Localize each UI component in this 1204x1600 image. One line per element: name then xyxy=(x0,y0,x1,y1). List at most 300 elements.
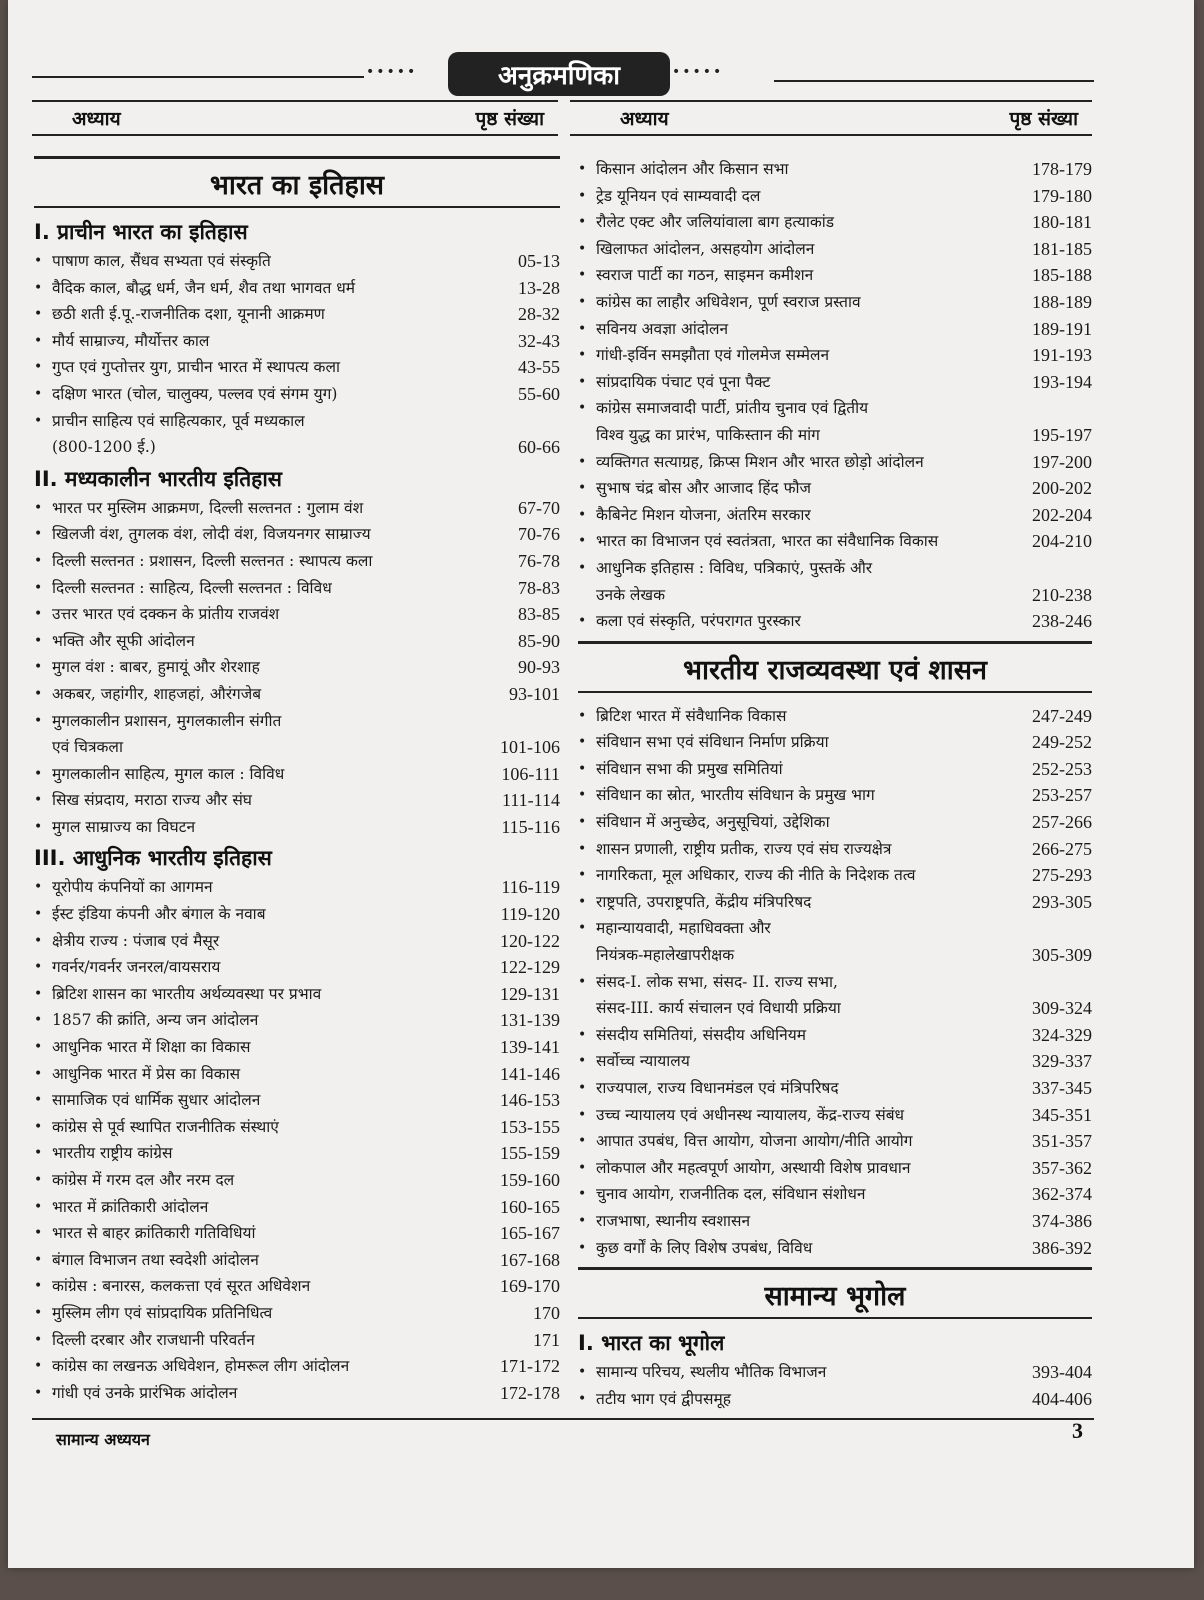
toc-entry-title: सर्वोच्च न्यायालय xyxy=(596,1052,690,1071)
page-number-label: पृष्ठ संख्या xyxy=(475,108,544,130)
toc-entry-pages: 101-106 xyxy=(500,737,560,758)
toc-entry-title: सामान्य परिचय, स्थलीय भौतिक विभाजन xyxy=(596,1363,827,1382)
bullet-icon: • xyxy=(34,1384,43,1401)
toc-entry xyxy=(578,1155,1092,1182)
toc-entry-pages: 202-204 xyxy=(1032,504,1092,525)
toc-entry-title: मौर्य साम्राज्य, मौर्योत्तर काल xyxy=(52,331,210,350)
toc-entry-title: कांग्रेस : बनारस, कलकत्ता एवं सूरत अधिवेशन xyxy=(52,1277,311,1296)
toc-entry-title: दक्षिण भारत (चोल, चालुक्य, पल्लव एवं संगम युग) xyxy=(52,384,338,403)
toc-entry-pages: 115-116 xyxy=(501,816,560,837)
toc-entry-pages: 179-180 xyxy=(1032,185,1092,206)
header-rule-right xyxy=(774,80,1094,82)
list-ancient xyxy=(34,248,560,461)
section-title-geography: सामान्य भूगोल xyxy=(578,1267,1092,1319)
toc-entry-title: स्वराज पार्टी का गठन, साइमन कमीशन xyxy=(596,266,814,285)
toc-entry-pages: 309-324 xyxy=(1032,998,1092,1019)
bullet-icon: • xyxy=(578,1239,587,1256)
toc-entry-pages: 357-362 xyxy=(1032,1157,1092,1178)
list-polity xyxy=(578,703,1092,1261)
toc-entry-title: कुछ वर्गों के लिए विशेष उपबंध, विविध xyxy=(596,1238,813,1257)
toc-entry-pages: 178-179 xyxy=(1032,159,1092,179)
toc-entry-pages xyxy=(496,708,560,735)
toc-entry-title: एवं चित्रकला xyxy=(52,738,123,757)
toc-entry-title: संसद-I. लोक सभा, संसद- II. राज्य सभा, xyxy=(596,972,838,991)
toc-entry xyxy=(34,408,560,435)
left-column xyxy=(34,150,560,1406)
bullet-icon: • xyxy=(34,985,43,1002)
toc-entry-title: भारत का विभाजन एवं स्वतंत्रता, भारत का संवैधानिक विकास xyxy=(596,532,939,551)
bullet-icon: • xyxy=(34,253,43,269)
toc-entry-title: (800-1200 ई.) xyxy=(52,438,156,457)
toc-entry xyxy=(578,449,1092,476)
toc-entry xyxy=(578,1075,1092,1102)
toc-entry xyxy=(578,262,1092,289)
toc-entry xyxy=(34,328,560,355)
subsection-medieval: II. मध्यकालीन भारतीय इतिहास xyxy=(34,466,282,491)
toc-entry-pages: 171 xyxy=(533,1329,560,1350)
toc-entry xyxy=(34,495,560,522)
toc-entry-title: भारत में क्रांतिकारी आंदोलन xyxy=(52,1197,209,1216)
toc-entry-pages: 159-160 xyxy=(500,1170,560,1190)
bullet-icon: • xyxy=(578,320,587,337)
toc-entry xyxy=(578,236,1092,263)
bullet-icon: • xyxy=(578,533,587,550)
section-title-history: भारत का इतिहास xyxy=(34,156,560,208)
bullet-icon: • xyxy=(34,1065,43,1082)
bullet-icon: • xyxy=(34,606,43,623)
toc-entry-pages: 70-76 xyxy=(518,524,560,545)
bullet-icon: • xyxy=(34,579,43,596)
toc-entry-pages xyxy=(1028,395,1092,422)
toc-entry xyxy=(34,548,560,575)
bullet-icon: • xyxy=(34,1092,43,1109)
toc-entry xyxy=(578,1208,1092,1235)
bullet-icon: • xyxy=(578,373,587,390)
toc-entry-title: मुगलकालीन प्रशासन, मुगलकालीन संगीत xyxy=(52,711,282,730)
bullet-icon: • xyxy=(578,559,587,576)
toc-entry-title: यूरोपीय कंपनियों का आगमन xyxy=(52,878,213,897)
toc-entry-pages: 193-194 xyxy=(1032,371,1092,392)
toc-entry xyxy=(578,342,1092,369)
bullet-icon: • xyxy=(34,359,43,376)
toc-entry-title: सामाजिक एवं धार्मिक सुधार आंदोलन xyxy=(52,1091,261,1110)
toc-entry-pages xyxy=(1028,555,1092,582)
toc-entry-pages: 139-141 xyxy=(500,1037,560,1058)
toc-entry xyxy=(578,156,1092,183)
toc-entry xyxy=(34,601,560,628)
toc-entry xyxy=(578,703,1092,730)
toc-entry-pages: 204-210 xyxy=(1032,531,1092,552)
toc-entry-title: तटीय भाग एवं द्वीपसमूह xyxy=(596,1389,731,1408)
toc-entry-title: भारतीय राष्ट्रीय कांग्रेस xyxy=(52,1144,173,1163)
toc-entry-pages: 67-70 xyxy=(518,497,560,518)
toc-entry-title: खिलजी वंश, तुगलक वंश, लोदी वंश, विजयनगर साम्राज्य xyxy=(52,525,371,544)
toc-entry xyxy=(578,1181,1092,1208)
toc-entry-pages: 253-257 xyxy=(1032,785,1092,806)
bullet-icon: • xyxy=(34,306,43,323)
toc-entry xyxy=(578,316,1092,343)
toc-entry xyxy=(34,814,560,841)
toc-entry-title: नियंत्रक-महालेखापरीक्षक xyxy=(596,946,735,965)
toc-entry-pages: 153-155 xyxy=(500,1116,560,1137)
toc-entry xyxy=(578,1359,1092,1386)
toc-entry-pages: 78-83 xyxy=(518,577,560,598)
toc-entry xyxy=(34,1220,560,1247)
toc-entry-title: रौलेट एक्ट और जलियांवाला बाग हत्याकांड xyxy=(596,213,835,232)
bullet-icon: • xyxy=(34,792,43,809)
bullet-icon: • xyxy=(34,385,43,402)
toc-entry xyxy=(578,969,1092,996)
toc-entry-title: व्यक्तिगत सत्याग्रह, क्रिप्स मिशन और भारत छोड़ो आंदोलन xyxy=(596,452,924,471)
toc-entry-pages xyxy=(1028,915,1092,942)
bullet-icon: • xyxy=(578,920,587,937)
bullet-icon: • xyxy=(34,906,43,923)
list-modern-continued xyxy=(578,156,1092,635)
subsection-modern: III. आधुनिक भारतीय इतिहास xyxy=(34,846,272,871)
toc-entry xyxy=(578,809,1092,836)
bullet-icon: • xyxy=(578,480,587,497)
bullet-icon: • xyxy=(578,293,587,310)
toc-entry-title: मुगल साम्राज्य का विघटन xyxy=(52,817,196,836)
toc-entry-title: आपात उपबंध, वित्त आयोग, योजना आयोग/नीति आयोग xyxy=(596,1132,913,1151)
header-dots-left: ••••• xyxy=(366,64,418,80)
toc-entry-pages: 116-119 xyxy=(501,877,560,898)
toc-entry-pages: 180-181 xyxy=(1032,212,1092,233)
toc-entry xyxy=(578,756,1092,783)
toc-entry-pages: 165-167 xyxy=(500,1223,560,1244)
toc-entry-title: राज्यपाल, राज्य विधानमंडल एवं मंत्रिपरिषद xyxy=(596,1079,839,1097)
toc-entry xyxy=(34,1380,560,1407)
toc-entry-title: खिलाफत आंदोलन, असहयोग आंदोलन xyxy=(596,239,815,258)
footer-rule xyxy=(32,1418,1094,1420)
bullet-icon: • xyxy=(578,267,587,284)
toc-entry-pages: 374-386 xyxy=(1032,1210,1092,1231)
bullet-icon: • xyxy=(578,1026,587,1043)
toc-entry-pages xyxy=(496,408,560,435)
toc-entry xyxy=(34,1194,560,1221)
toc-entry-title: राष्ट्रपति, उपराष्ट्रपति, केंद्रीय मंत्रिपरिषद xyxy=(596,892,812,911)
toc-entry-pages: 76-78 xyxy=(518,550,560,571)
list-medieval xyxy=(34,495,560,841)
toc-entry-pages: 93-101 xyxy=(509,683,560,704)
toc-entry-pages: 119-120 xyxy=(500,904,560,925)
bullet-icon: • xyxy=(578,1080,587,1096)
toc-entry-pages: 167-168 xyxy=(500,1249,560,1270)
toc-entry-title: सिख संप्रदाय, मराठा राज्य और संघ xyxy=(52,791,252,810)
toc-entry-pages: 160-165 xyxy=(500,1196,560,1217)
toc-entry xyxy=(34,1007,560,1034)
book-name: सामान्य अध्ययन xyxy=(56,1430,150,1449)
bullet-icon: • xyxy=(578,1364,587,1381)
toc-entry-pages: 324-329 xyxy=(1032,1024,1092,1045)
toc-entry-title: गवर्नर/गवर्नर जनरल/वायसराय xyxy=(52,958,221,977)
toc-entry-title: चुनाव आयोग, राजनीतिक दल, संविधान संशोधन xyxy=(596,1185,866,1204)
toc-entry-pages: 131-139 xyxy=(500,1010,560,1031)
bullet-icon: • xyxy=(34,1358,43,1375)
toc-entry-title: सुभाष चंद्र बोस और आजाद हिंद फौज xyxy=(596,479,812,498)
right-column xyxy=(578,156,1092,1412)
toc-entry-pages: 55-60 xyxy=(518,383,560,404)
toc-entry-pages: 197-200 xyxy=(1032,451,1092,472)
toc-entry xyxy=(578,1386,1092,1413)
bullet-icon: • xyxy=(34,685,43,702)
toc-entry-title: कांग्रेस समाजवादी पार्टी, प्रांतीय चुनाव एवं द्वितीय xyxy=(596,399,869,418)
toc-entry-pages: 181-185 xyxy=(1032,238,1092,259)
bullet-icon: • xyxy=(34,526,43,543)
toc-entry-title: संविधान सभा की प्रमुख समितियां xyxy=(596,759,783,778)
header-rule-left xyxy=(32,76,364,78)
bullet-icon: • xyxy=(34,332,43,349)
toc-entry xyxy=(578,942,1092,969)
toc-entry-title: संविधान में अनुच्छेद, अनुसूचियां, उद्देशिका xyxy=(596,813,830,832)
toc-entry-pages: 171-172 xyxy=(500,1356,560,1377)
bullet-icon: • xyxy=(578,214,587,231)
toc-entry xyxy=(34,1114,560,1141)
toc-entry-title: कला एवं संस्कृति, परंपरागत पुरस्कार xyxy=(596,612,801,631)
bullet-icon: • xyxy=(34,1172,43,1188)
bullet-icon: • xyxy=(34,1304,43,1321)
toc-entry-pages: 43-55 xyxy=(518,357,560,378)
bullet-icon: • xyxy=(578,1106,587,1123)
toc-entry-title: आधुनिक भारत में प्रेस का विकास xyxy=(52,1064,241,1083)
toc-entry-pages: 345-351 xyxy=(1032,1104,1092,1125)
toc-entry-title: सांप्रदायिक पंचाट एवं पूना पैक्ट xyxy=(596,372,771,391)
toc-entry xyxy=(34,708,560,735)
toc-entry xyxy=(578,1102,1092,1129)
bullet-icon: • xyxy=(34,412,43,429)
toc-entry xyxy=(34,301,560,328)
toc-entry-pages: 188-189 xyxy=(1032,291,1092,312)
toc-entry xyxy=(578,209,1092,236)
toc-entry xyxy=(578,1022,1092,1049)
toc-entry-pages: 238-246 xyxy=(1032,611,1092,632)
toc-entry-title: क्षेत्रीय राज्य : पंजाब एवं मैसूर xyxy=(52,931,220,950)
bullet-icon: • xyxy=(34,1225,43,1242)
bullet-icon: • xyxy=(34,959,43,976)
toc-entry xyxy=(34,681,560,708)
toc-entry-title: 1857 की क्रांति, अन्य जन आंदोलन xyxy=(52,1011,259,1030)
bullet-icon: • xyxy=(34,279,43,296)
toc-entry xyxy=(34,981,560,1008)
column-header-left xyxy=(32,100,558,136)
toc-entry-title: आधुनिक इतिहास : विविध, पत्रिकाएं, पुस्तकें और xyxy=(596,558,873,577)
toc-entry-pages: 247-249 xyxy=(1032,705,1092,726)
toc-entry xyxy=(34,901,560,928)
toc-entry xyxy=(34,954,560,981)
list-geography xyxy=(578,1359,1092,1412)
page-header xyxy=(32,48,1094,96)
bullet-icon: • xyxy=(34,632,43,649)
toc-entry-pages: 146-153 xyxy=(500,1090,560,1111)
toc-entry-title: उनके लेखक xyxy=(596,585,666,604)
bullet-icon: • xyxy=(578,347,587,364)
toc-entry-pages: 28-32 xyxy=(518,304,560,325)
bullet-icon: • xyxy=(578,840,587,857)
toc-entry xyxy=(578,395,1092,422)
toc-entry xyxy=(34,354,560,381)
header-dots-right: ••••• xyxy=(672,64,724,80)
bullet-icon: • xyxy=(578,787,587,804)
toc-entry-title: संविधान का स्रोत, भारतीय संविधान के प्रमुख भाग xyxy=(596,786,875,805)
toc-entry-title: छठी शती ई.पू.-राजनीतिक दशा, यूनानी आक्रमण xyxy=(52,305,325,324)
toc-entry-pages: 122-129 xyxy=(500,957,560,978)
toc-entry-title: भारत से बाहर क्रांतिकारी गतिविधियां xyxy=(52,1224,256,1243)
bullet-icon: • xyxy=(578,613,587,630)
toc-entry-pages: 293-305 xyxy=(1032,891,1092,912)
toc-entry xyxy=(34,628,560,655)
toc-entry-title: लोकपाल और महत्वपूर्ण आयोग, अस्थायी विशेष प्रावधान xyxy=(596,1158,911,1177)
subsection-ancient: I. प्राचीन भारत का इतिहास xyxy=(34,220,248,244)
toc-entry-pages: 351-357 xyxy=(1032,1131,1092,1152)
toc-entry-pages: 172-178 xyxy=(500,1382,560,1403)
toc-entry-pages: 120-122 xyxy=(500,930,560,951)
toc-entry-title: गांधी एवं उनके प्रारंभिक आंदोलन xyxy=(52,1383,238,1402)
toc-entry-title: प्राचीन साहित्य एवं साहित्यकार, पूर्व मध्यकाल xyxy=(52,411,305,430)
toc-entry xyxy=(578,836,1092,863)
bullet-icon: • xyxy=(578,1159,587,1176)
toc-entry-pages: 141-146 xyxy=(500,1063,560,1084)
toc-entry xyxy=(578,502,1092,529)
toc-entry-pages: 257-266 xyxy=(1032,812,1092,833)
toc-entry-title: राजभाषा, स्थानीय स्वशासन xyxy=(596,1211,751,1230)
bullet-icon: • xyxy=(578,867,587,884)
toc-entry-pages: 195-197 xyxy=(1032,424,1092,445)
bullet-icon: • xyxy=(578,1212,587,1229)
toc-entry xyxy=(578,369,1092,396)
bullet-icon: • xyxy=(578,400,587,417)
toc-entry-pages: 189-191 xyxy=(1032,318,1092,339)
toc-entry-title: उत्तर भारत एवं दक्कन के प्रांतीय राजवंश xyxy=(52,605,280,624)
bullet-icon: • xyxy=(34,712,43,729)
bullet-icon: • xyxy=(578,893,587,910)
toc-entry-title: ईस्ट इंडिया कंपनी और बंगाल के नवाब xyxy=(52,905,266,924)
toc-entry-title: नागरिकता, मूल अधिकार, राज्य की नीति के निदेशक तत्व xyxy=(596,866,916,885)
toc-entry xyxy=(34,575,560,602)
bullet-icon: • xyxy=(578,453,587,470)
bullet-icon: • xyxy=(34,818,43,835)
toc-entry-pages: 249-252 xyxy=(1032,732,1092,753)
chapter-label: अध्याय xyxy=(620,108,669,130)
toc-entry-title: दिल्ली सल्तनत : प्रशासन, दिल्ली सल्तनत : स्थापत्य कला xyxy=(52,551,373,570)
toc-entry xyxy=(578,1235,1092,1262)
toc-entry xyxy=(34,1353,560,1380)
toc-entry-title: संसद-III. कार्य संचालन एवं विधायी प्रक्रिया xyxy=(596,999,841,1018)
toc-entry-pages: 85-90 xyxy=(518,630,560,651)
toc-entry xyxy=(34,874,560,901)
toc-entry-title: कांग्रेस का लखनऊ अधिवेशन, होमरूल लीग आंदोलन xyxy=(52,1357,350,1376)
toc-entry xyxy=(578,582,1092,609)
toc-entry-pages: 404-406 xyxy=(1032,1388,1092,1409)
toc-entry-title: ब्रिटिश शासन का भारतीय अर्थव्यवस्था पर प्रभाव xyxy=(52,984,322,1003)
bullet-icon: • xyxy=(578,240,587,257)
bullet-icon: • xyxy=(34,659,43,676)
toc-entry-pages: 252-253 xyxy=(1032,758,1092,779)
toc-entry-title: उच्च न्यायालय एवं अधीनस्थ न्यायालय, केंद्र-राज्य संबंध xyxy=(596,1105,905,1124)
bullet-icon: • xyxy=(578,707,587,724)
toc-entry xyxy=(34,1061,560,1088)
toc-entry-pages: 200-202 xyxy=(1032,478,1092,499)
toc-entry xyxy=(34,381,560,408)
toc-entry-title: आधुनिक भारत में शिक्षा का विकास xyxy=(52,1038,251,1057)
toc-entry-title: बंगाल विभाजन तथा स्वदेशी आंदोलन xyxy=(52,1250,259,1269)
toc-entry-title: अकबर, जहांगीर, शाहजहां, औरंगजेब xyxy=(52,684,262,703)
toc-entry-pages: 83-85 xyxy=(518,604,560,625)
toc-entry-pages: 329-337 xyxy=(1032,1051,1092,1072)
bullet-icon: • xyxy=(578,1390,587,1407)
toc-entry xyxy=(578,555,1092,582)
bullet-icon: • xyxy=(34,1331,43,1348)
toc-entry xyxy=(578,1048,1092,1075)
toc-entry xyxy=(34,1300,560,1327)
bullet-icon: • xyxy=(578,161,587,177)
toc-entry-title: कांग्रेस में गरम दल और नरम दल xyxy=(52,1171,235,1189)
page-number: 3 xyxy=(1072,1418,1083,1443)
toc-entry xyxy=(578,183,1092,210)
toc-entry xyxy=(34,761,560,788)
toc-entry xyxy=(34,275,560,302)
toc-entry xyxy=(578,889,1092,916)
section-title-polity: भारतीय राजव्यवस्था एवं शासन xyxy=(578,641,1092,693)
toc-entry xyxy=(34,787,560,814)
toc-entry-pages: 106-111 xyxy=(501,763,560,784)
toc-entry-pages: 393-404 xyxy=(1032,1362,1092,1383)
toc-entry-title: महान्यायवादी, महाधिवक्ता और xyxy=(596,919,771,938)
toc-entry xyxy=(34,734,560,761)
toc-entry xyxy=(578,782,1092,809)
toc-entry-pages: 266-275 xyxy=(1032,838,1092,859)
toc-entry-title: दिल्ली सल्तनत : साहित्य, दिल्ली सल्तनत : विविध xyxy=(52,578,332,597)
toc-entry xyxy=(578,528,1092,555)
toc-entry-title: वैदिक काल, बौद्ध धर्म, जैन धर्म, शैव तथा भागवत धर्म xyxy=(52,278,356,297)
bullet-icon: • xyxy=(578,734,587,751)
toc-entry-pages: 275-293 xyxy=(1032,865,1092,886)
index-title: अनुक्रमणिका xyxy=(448,52,670,96)
bullet-icon: • xyxy=(34,552,43,569)
toc-entry xyxy=(34,1247,560,1274)
toc-entry-title: कैबिनेट मिशन योजना, अंतरिम सरकार xyxy=(596,505,811,524)
bullet-icon: • xyxy=(578,1053,587,1070)
toc-entry-title: विश्व युद्ध का प्रारंभ, पाकिस्तान की मांग xyxy=(596,425,820,444)
column-header-right xyxy=(570,100,1092,136)
toc-entry-pages: 185-188 xyxy=(1032,265,1092,286)
bullet-icon: • xyxy=(34,1278,43,1295)
toc-entry xyxy=(578,729,1092,756)
toc-entry-pages: 05-13 xyxy=(518,251,560,271)
toc-entry xyxy=(578,862,1092,889)
bullet-icon: • xyxy=(578,1133,587,1150)
toc-entry-pages: 210-238 xyxy=(1032,584,1092,605)
bullet-icon: • xyxy=(578,506,587,523)
toc-entry-pages: 169-170 xyxy=(500,1276,560,1297)
bullet-icon: • xyxy=(34,1118,43,1135)
bullet-icon: • xyxy=(34,932,43,949)
bullet-icon: • xyxy=(34,1145,43,1162)
toc-entry-title: कांग्रेस से पूर्व स्थापित राजनीतिक संस्थाएं xyxy=(52,1117,279,1136)
toc-entry-title: संसदीय समितियां, संसदीय अधिनियम xyxy=(596,1025,806,1044)
toc-entry xyxy=(34,1087,560,1114)
toc-entry-title: भारत पर मुस्लिम आक्रमण, दिल्ली सल्तनत : गुलाम वंश xyxy=(52,498,364,517)
toc-entry-pages: 337-345 xyxy=(1032,1078,1092,1098)
toc-entry-title: शासन प्रणाली, राष्ट्रीय प्रतीक, राज्य एवं संघ राज्यक्षेत्र xyxy=(596,839,892,858)
toc-entry-pages xyxy=(1028,969,1092,996)
toc-entry-pages: 386-392 xyxy=(1032,1237,1092,1258)
toc-entry-title: दिल्ली दरबार और राजधानी परिवर्तन xyxy=(52,1330,255,1349)
toc-entry xyxy=(34,248,560,275)
toc-entry-pages: 90-93 xyxy=(518,657,560,678)
toc-entry xyxy=(34,434,560,461)
toc-entry xyxy=(34,1327,560,1354)
toc-entry xyxy=(578,608,1092,635)
